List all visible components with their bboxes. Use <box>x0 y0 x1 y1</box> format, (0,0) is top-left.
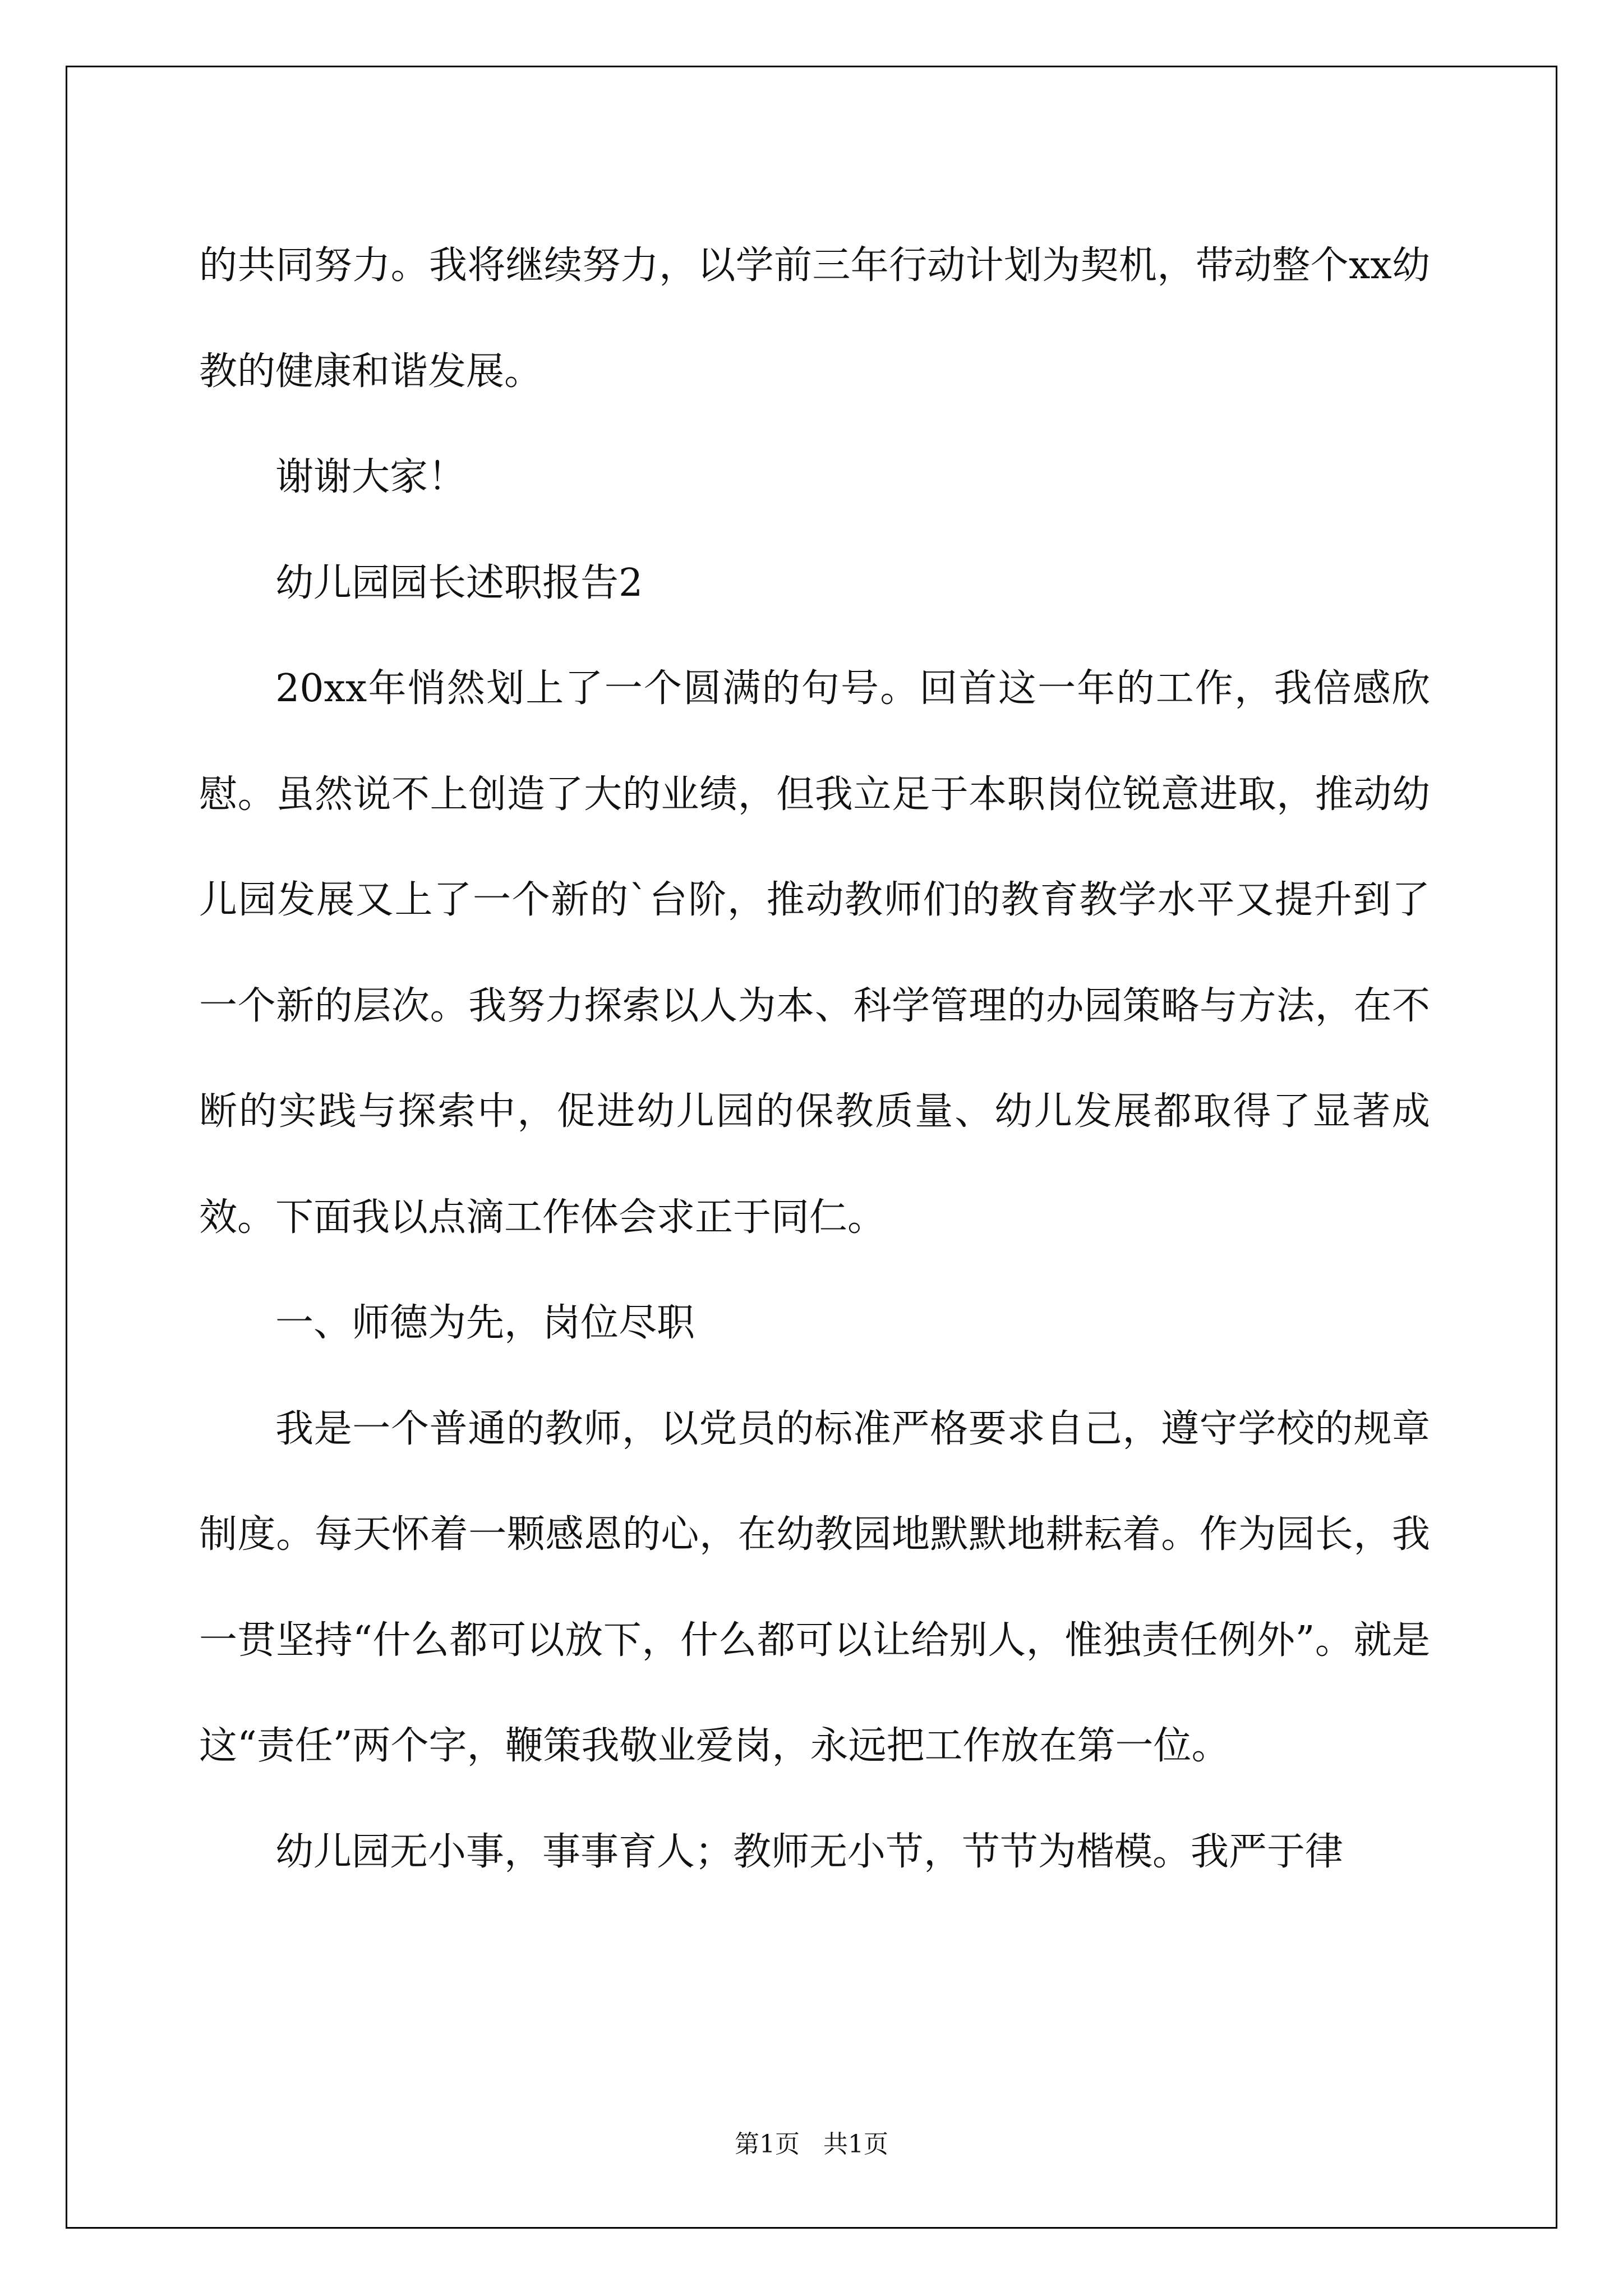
page-number: 第1页 共1页 <box>735 2130 888 2159</box>
section-title: 幼儿园园长述职报告2 <box>275 560 643 605</box>
section-heading: 一、师德为先，岗位尽职 <box>275 1301 695 1345</box>
paragraph-5: 幼儿园无小事，事事育人；教师无小节，节节为楷模。我严于律 <box>275 1829 1344 1874</box>
paragraph-2: 谢谢大家！ <box>275 455 467 499</box>
document-body <box>199 213 1430 1905</box>
paragraph-3: 20xx年悄然划上了一个圆满的句号。回首这一年的工作，我倍感欣慰。虽然说不上创造了大的业绩，但我立足于本职岗位锐意进取，推动幼儿园发展又上了一个新的`台阶，推动教师们的教育教学水平又提升到了一个新的层次。我努力探索以人为本、科学管理的办园策略与方法，在不断的实践与探索中，促进幼儿园的保教质量、幼儿发展都取得了显著成效。下面我以点滴工作体会求正于同仁。 <box>199 666 1430 1240</box>
paragraph-1: 的共同努力。我将继续努力，以学前三年行动计划为契机，带动整个xx幼教的健康和谐发展。 <box>199 243 1430 394</box>
paragraph-4: 我是一个普通的教师，以党员的标准严格要求自己，遵守学校的规章制度。每天怀着一颗感恩的心，在幼教园地默默地耕耘着。作为园长，我一贯坚持“什么都可以放下，什么都可以让给别人，惟独责任例外”。就是这“责任”两个字，鞭策我敬业爱岗，永远把工作放在第一位。 <box>199 1406 1430 1768</box>
